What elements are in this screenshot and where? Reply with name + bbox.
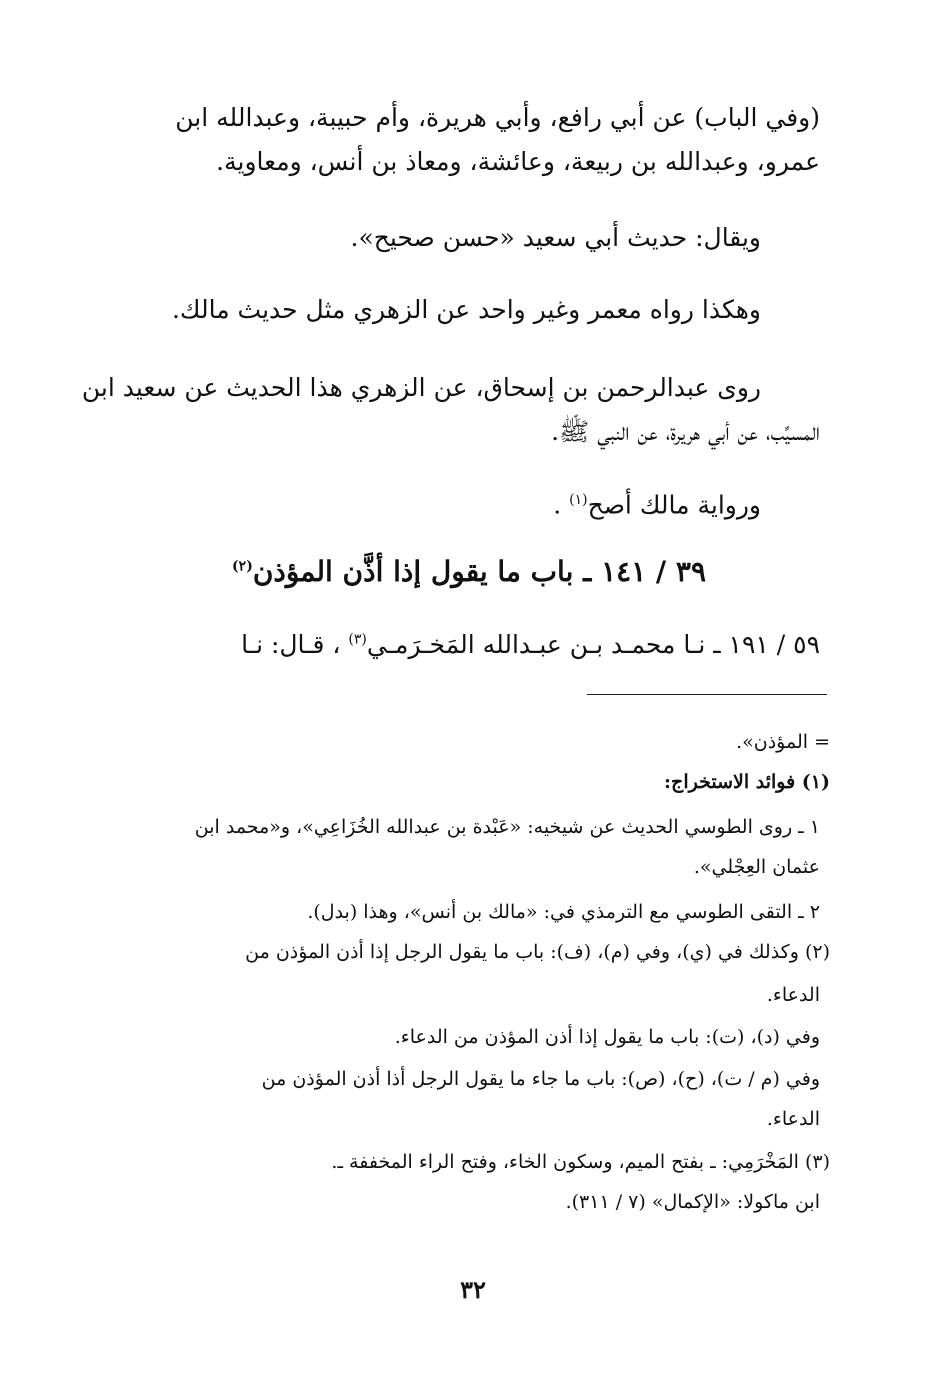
paragraph-other-chapters xyxy=(106,96,820,184)
narration-text: ورواية مالك أصح xyxy=(587,490,761,520)
footnote-1-title: (١) فوائد الاستخراج: xyxy=(664,771,830,793)
chapter-heading-text: ٣٩ / ١٤١ ـ باب ما يقول إذا أذَّن المؤذن xyxy=(252,555,706,588)
footnote-continuation: = المؤذن». xyxy=(736,731,830,753)
hadith-chain-text: ٥٩ / ١٩١ ـ نـا محمـد بـن عبـدالله المَخـرَمـي xyxy=(366,630,820,659)
text-line: وهكذا رواه معمر وغير واحد عن الزهري مثل حديث مالك. xyxy=(171,295,761,324)
hadith-chain xyxy=(106,630,820,659)
footnote-2-line-4: وفي (م / ت)، (ح)، (ص): باب ما جاء ما يقول الرجل أذا أذن المؤذن من xyxy=(261,1068,820,1090)
footnote-3-line-2: ابن ماكولا: «الإكمال» (٧ / ٣١١). xyxy=(565,1191,820,1213)
footnote-ref-2[interactable]: (٢) xyxy=(232,558,253,575)
text-line: عمرو، وعبدالله بن ربيعة، وعائشة، ومعاذ بن أنس، ومعاوية. xyxy=(216,147,820,176)
text-line: ويقال: حديث أبي سعيد «حسن صحيح». xyxy=(350,223,761,252)
hadith-chain-end: ، قـال: نـا xyxy=(241,630,349,659)
footnote-2-line-5: الدعاء. xyxy=(766,1108,820,1130)
paragraph-grading xyxy=(351,216,762,260)
footnote-2-line-1: (٢) وكذلك في (ي)، وفي (م)، (ف): باب ما يقول الرجل إذا أذن المؤذن من xyxy=(245,941,830,963)
paragraph-narration-note xyxy=(172,288,761,332)
text-line: (وفي الباب) عن أبي رافع، وأبي هريرة، وأم حبيبة، وعبدالله ابن xyxy=(175,103,820,132)
footnote-1-item-1-cont: عثمان العِجْلي». xyxy=(693,856,820,878)
footnote-2-line-3: وفي (د)، (ت): باب ما يقول إذا أذن المؤذن من الدعاء. xyxy=(394,1026,820,1048)
footnote-ref-3[interactable]: (٣) xyxy=(348,631,367,648)
footnote-1-item-1: ١ ـ روى الطوسي الحديث عن شيخيه: «عَبْدة بن عبدالله الخُزَاعِي»، و«محمد ابن xyxy=(194,816,820,838)
page-number: ٣٢ xyxy=(460,1275,486,1304)
footnote-separator xyxy=(587,694,827,695)
paragraph-malik-narration xyxy=(553,478,761,527)
footnote-1-item-2: ٢ ـ التقى الطوسي مع الترمذي في: «مالك بن أنس»، وهذا (بدل). xyxy=(307,901,820,923)
text-line: المسيِّب، عن أبي هريرة، عن النبي ﷺ. xyxy=(551,417,820,446)
paragraph-alternate-chain xyxy=(81,366,820,454)
footnote-2-line-2: الدعاء. xyxy=(766,984,820,1006)
narration-end: . xyxy=(553,490,570,520)
chapter-heading xyxy=(232,555,706,588)
text-line xyxy=(553,478,761,527)
text-line: روى عبدالرحمن بن إسحاق، عن الزهري هذا الحديث عن سعيد ابن xyxy=(81,373,761,402)
footnote-3-line-1: (٣) المَخْرَمِي: ـ بفتح الميم، وسكون الخاء، وفتح الراء المخففة ـ. xyxy=(331,1151,830,1173)
footnote-ref-1[interactable]: (١) xyxy=(569,492,588,508)
